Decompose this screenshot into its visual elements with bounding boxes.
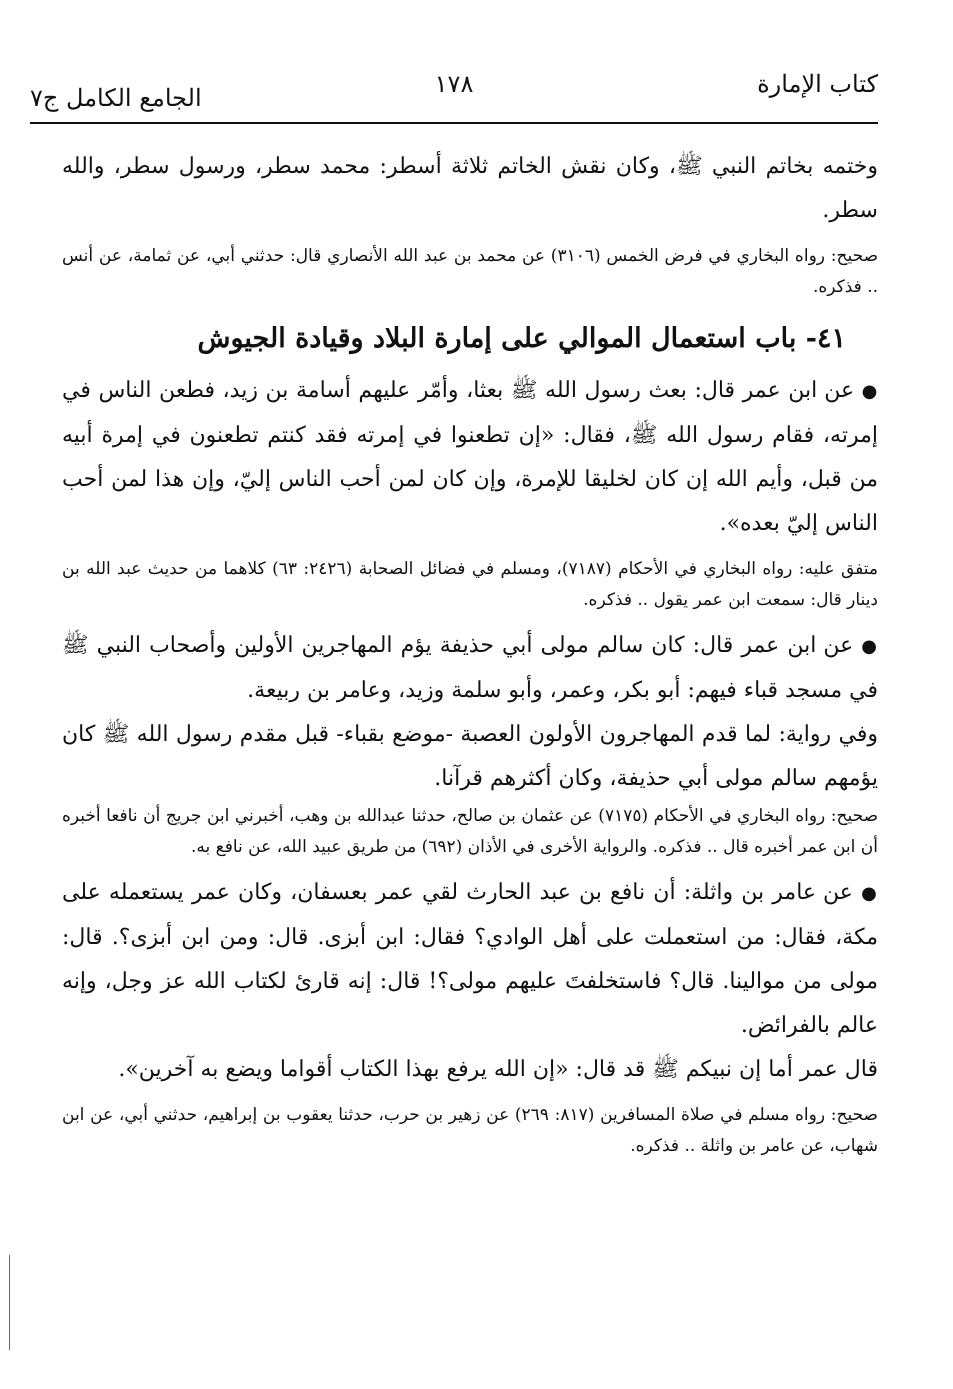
takhrij-note: صحيح: رواه البخاري في فرض الخمس (٣١٠٦) عن محمد بن عبد الله الأنصاري قال: حدثني أبي، عن ثمامة، عن أنس .. فذكره. xyxy=(62,246,878,297)
page-body xyxy=(62,145,878,1162)
collection-title: الجامع الكامل ج٧ xyxy=(30,84,202,112)
page-header xyxy=(30,62,878,124)
hadith-body: عن ابن عمر قال: كان سالم مولى أبي حذيفة يؤم المهاجرين الأولين وأصحاب النبي ﷺ في مسجد قباء فيهم: أبو بكر، وعمر، وأبو سلمة وزيد، وعامر بن ربيعة. xyxy=(62,633,878,703)
takhrij-note: صحيح: رواه البخاري في الأحكام (٧١٧٥) عن عثمان بن صالح، حدثنا عبدالله بن وهب، أخبرني ابن جريج أن نافعا أخبره أن ابن عمر أخبره قال .. فذكره. والرواية الأخرى في الأذان (٦٩٢) من طريق عبيد الله، عن نافع به. xyxy=(62,806,879,857)
book-title: كتاب الإمارة xyxy=(757,70,878,98)
hadith-variant: وفي رواية: لما قدم المهاجرون الأولون العصبة -موضع بقباء- قبل مقدم رسول الله ﷺ كان يؤمهم سالم مولى أبي حذيفة، وكان أكثرهم قرآنا. xyxy=(62,722,878,791)
hadith-body: عن ابن عمر قال: بعث رسول الله ﷺ بعثا، وأمّر عليهم أسامة بن زيد، فطعن الناس في إمرته، فقام رسول الله ﷺ، فقال: «إن تطعنوا في إمرته فقد كنتم تطعنون في إمرة أبيه من قبل، وأيم الله إن كان لخليقا للإمرة، وإن كان لمن أحب الناس إليّ، وإن هذا لمن أحب الناس إليّ بعده». xyxy=(62,378,878,536)
hadith-continuation: قال عمر أما إن نبيكم ﷺ قد قال: «إن الله يرفع بهذا الكتاب أقواما ويضع به آخرين». xyxy=(118,1057,878,1082)
takhrij-note: متفق عليه: رواه البخاري في الأحكام (٧١٨٧)، ومسلم في فضائل الصحابة (٢٤٢٦: ٦٣) كلاهما من حديث عبد الله بن دينار قال: سمعت ابن عمر يقول .. فذكره. xyxy=(62,559,878,610)
hadith-text xyxy=(62,369,878,546)
hadith-body: عن عامر بن واثلة: أن نافع بن عبد الحارث لقي عمر بعسفان، وكان عمر يستعمله على مكة، فقال: من استعملت على أهل الوادي؟ فقال: ابن أبزى. قال: ومن ابن أبزى؟. قال: مولى من موالينا. قال؟ فاستخلفتَ عليهم مولى؟! قال: إنه قارئ لكتاب الله عز وجل، وإنه عالم بالفرائض. xyxy=(62,880,878,1038)
page-number: ١٧٨ xyxy=(434,70,474,98)
takhrij-note: صحيح: رواه مسلم في صلاة المسافرين (٨١٧: ٢٦٩) عن زهير بن حرب، حدثنا يعقوب بن إبراهيم، حدثني أبي، عن ابن شهاب، عن عامر بن واثلة .. فذكره. xyxy=(62,1105,878,1156)
bullet-icon: ● xyxy=(861,636,878,657)
bullet-icon: ● xyxy=(861,883,878,904)
chapter-title: ٤١- باب استعمال الموالي على إمارة البلاد وقيادة الجيوش xyxy=(197,323,846,354)
hadith-text xyxy=(62,871,878,1048)
bullet-icon: ● xyxy=(861,381,878,402)
hadith-text xyxy=(62,624,878,713)
scan-margin-line xyxy=(9,1255,10,1350)
hadith-text: وختمه بخاتم النبي ﷺ، وكان نقش الخاتم ثلاثة أسطر: محمد سطر، ورسول سطر، والله سطر. xyxy=(62,154,878,223)
